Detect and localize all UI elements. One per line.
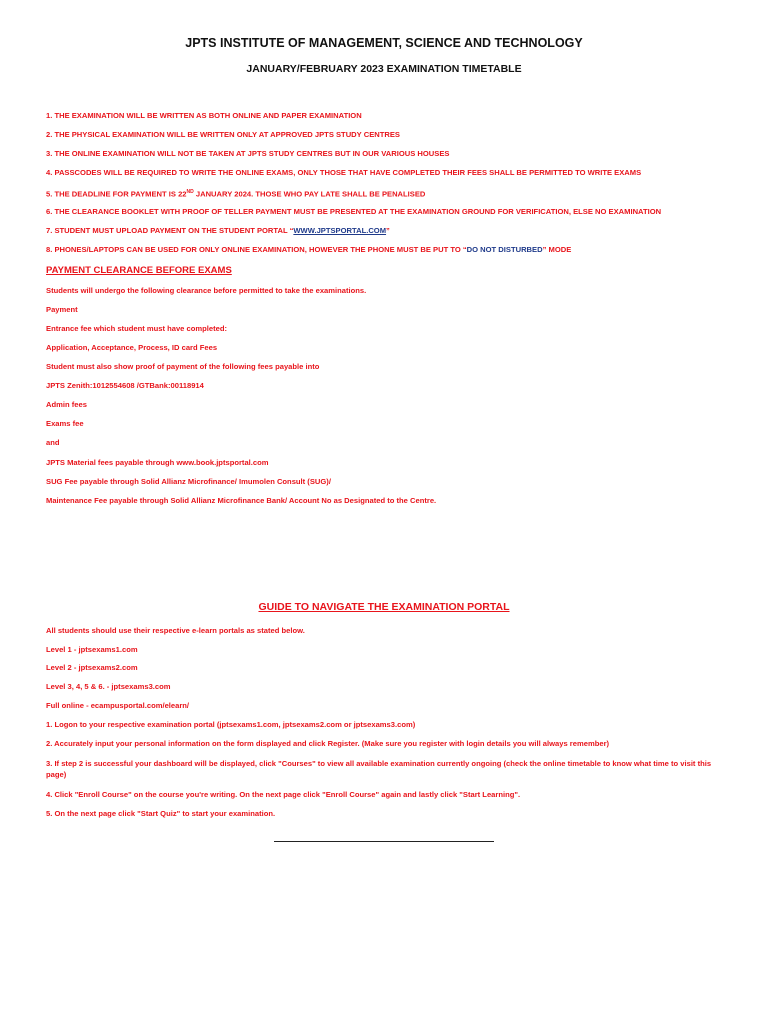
rule-3: 3. THE ONLINE EXAMINATION WILL NOT BE TAKEN AT JPTS STUDY CENTRES BUT IN OUR VARIOUS HOUSES [46, 149, 450, 158]
guide-line: Level 3, 4, 5 & 6. - jptsexams3.com [46, 682, 171, 691]
rule-7 [46, 226, 390, 236]
guide-step: 4. Click "Enroll Course" on the course you're writing. On the next page click "Enroll Course" again and lastly click "Start Learning". [46, 790, 521, 799]
guide-step: 1. Logon to your respective examination portal (jptsexams1.com, jptsexams2.com or jptsexams3.com) [46, 720, 416, 729]
payment-line: and [46, 438, 60, 447]
rule-8-text: 8. PHONES/LAPTOPS CAN BE USED FOR ONLY ONLINE EXAMINATION, HOWEVER THE PHONE MUST BE PUT TO “ [46, 245, 467, 254]
rule-6: 6. THE CLEARANCE BOOKLET WITH PROOF OF TELLER PAYMENT MUST BE PRESENTED AT THE EXAMINATION GROUND FOR VERIFICATION, ELSE NO EXAMINATION [46, 207, 662, 216]
guide-line: Level 1 - jptsexams1.com [46, 645, 138, 654]
horizontal-rule [274, 841, 494, 842]
payment-line: Payment [46, 305, 78, 314]
payment-line: Maintenance Fee payable through Solid Allianz Microfinance Bank/ Account No as Designated to the Centre. [46, 496, 437, 505]
payment-line: Entrance fee which student must have completed: [46, 324, 228, 333]
rule-8-text-end: ” MODE [542, 245, 572, 254]
guide-step: 5. On the next page click "Start Quiz" to start your examination. [46, 809, 276, 818]
rule-5 [46, 187, 425, 200]
rule-7-text: 7. STUDENT MUST UPLOAD PAYMENT ON THE STUDENT PORTAL “ [46, 226, 294, 235]
rule-4: 4. PASSCODES WILL BE REQUIRED TO WRITE THE ONLINE EXAMS, ONLY THOSE THAT HAVE COMPLETED THEIR FEES SHALL BE PERMITTED TO WRITE EXAMS [46, 168, 642, 177]
rule-5-text: 5. THE DEADLINE FOR PAYMENT IS 22 [46, 189, 187, 199]
payment-line: JPTS Material fees payable through www.book.jptsportal.com [46, 458, 269, 467]
rule-1: 1. THE EXAMINATION WILL BE WRITTEN AS BOTH ONLINE AND PAPER EXAMINATION [46, 111, 362, 120]
rule-8 [46, 245, 571, 255]
institute-title: JPTS INSTITUTE OF MANAGEMENT, SCIENCE AND TECHNOLOGY [185, 36, 583, 50]
guide-step: 2. Accurately input your personal information on the form displayed and click Register. (Make sure you register with login details you will always remember) [46, 739, 610, 748]
payment-line: Admin fees [46, 400, 87, 409]
rule-2: 2. THE PHYSICAL EXAMINATION WILL BE WRITTEN ONLY AT APPROVED JPTS STUDY CENTRES [46, 130, 400, 139]
guide-line: All students should use their respective e-learn portals as stated below. [46, 626, 305, 635]
guide-line: Full online - ecampusportal.com/elearn/ [46, 701, 190, 710]
guide-step: 3. If step 2 is successful your dashboard will be displayed, click "Courses" to view all available examination currently ongoing (check the online timetable to know what time to visit this page) [46, 759, 712, 779]
rule-5-text-end: JANUARY 2024. THOSE WHO PAY LATE SHALL BE PENALISED [193, 189, 426, 199]
guide-line: Level 2 - jptsexams2.com [46, 663, 138, 672]
payment-line: Students will undergo the following clearance before permitted to take the examinations. [46, 286, 367, 295]
payment-line: Exams fee [46, 419, 84, 428]
payment-clearance-heading: PAYMENT CLEARANCE BEFORE EXAMS [46, 265, 232, 276]
rule-5-superscript: ND [186, 189, 194, 195]
payment-line: Application, Acceptance, Process, ID card Fees [46, 343, 218, 352]
payment-line: SUG Fee payable through Solid Allianz Microfinance/ Imumolen Consult (SUG)/ [46, 477, 331, 486]
bank-accounts: JPTS Zenith:1012554608 /GTBank:00118914 [46, 381, 204, 390]
portal-link[interactable]: WWW.JPTSPORTAL.COM [293, 226, 387, 235]
do-not-disturb-text: DO NOT DISTURBED [466, 245, 543, 254]
portal-guide-heading: GUIDE TO NAVIGATE THE EXAMINATION PORTAL [258, 601, 510, 613]
timetable-subtitle: JANUARY/FEBRUARY 2023 EXAMINATION TIMETABLE [246, 63, 522, 75]
rule-7-text-end: ” [386, 226, 390, 235]
payment-line: Student must also show proof of payment of the following fees payable into [46, 362, 320, 371]
